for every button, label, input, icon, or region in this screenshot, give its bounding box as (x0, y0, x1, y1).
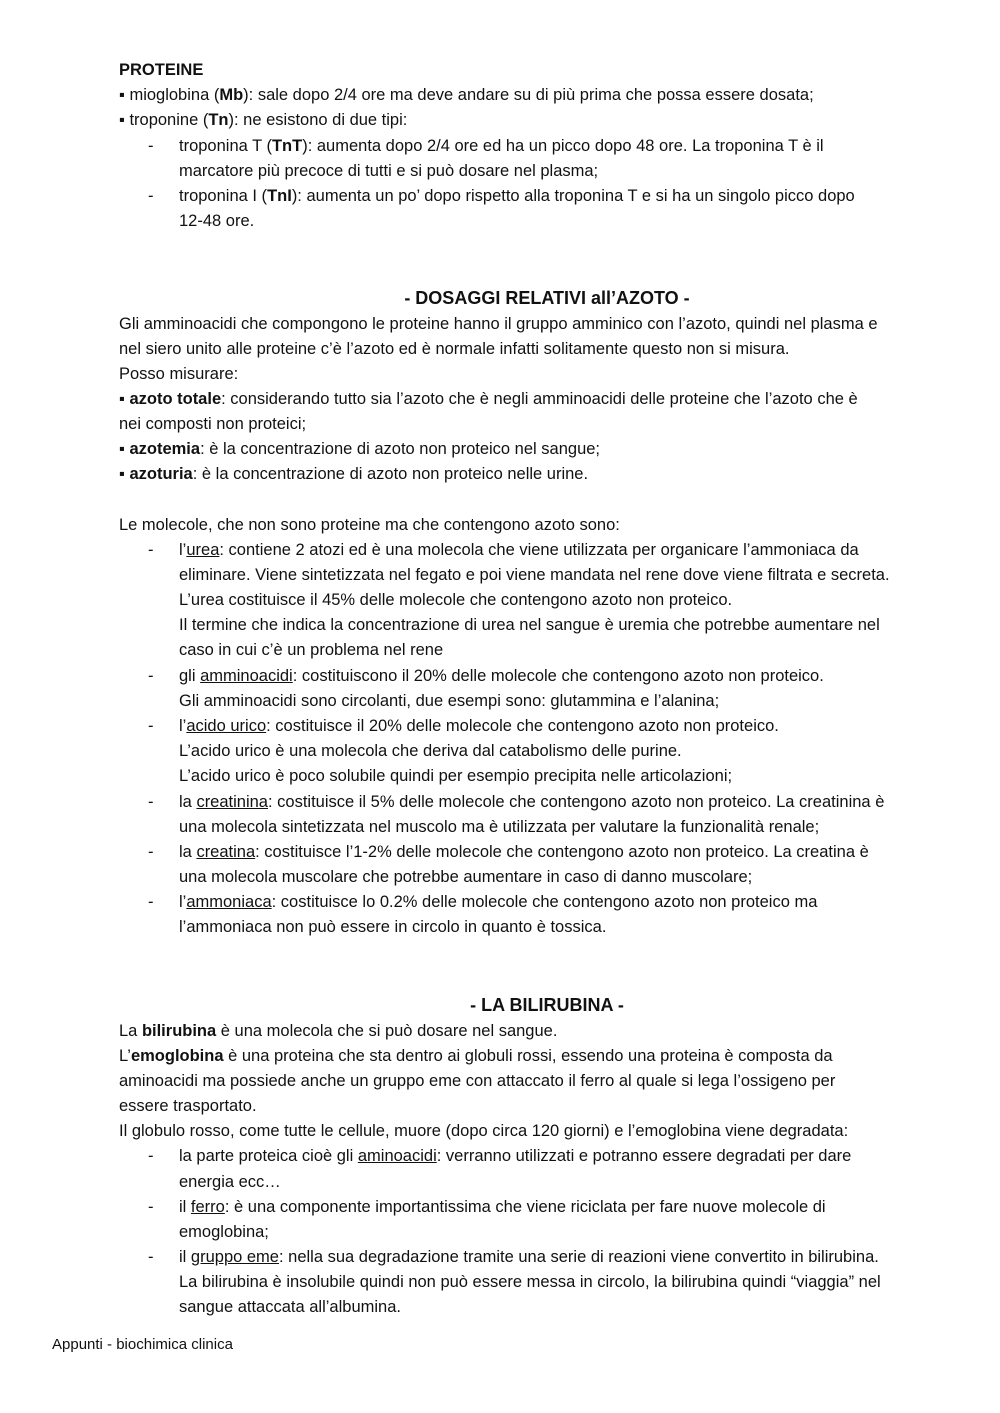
paragraph-line: L’emoglobina è una proteina che sta dentro ai globuli rossi, essendo una proteina è composta da (119, 1047, 833, 1065)
bullet-mioglobina: ▪ mioglobina (Mb): sale dopo 2/4 ore ma deve andare su di più prima che possa essere dosata; (119, 86, 814, 104)
list-item-amminoacidi: gli amminoacidi: costituiscono il 20% delle molecole che contengono azoto non proteico. (179, 667, 824, 685)
list-item-cont: L’acido urico è poco solubile quindi per esempio precipita nelle articolazioni; (179, 767, 733, 785)
list-item-cont: una molecola sintetizzata nel muscolo ma è utilizzata per valutare la funzionalità renale; (179, 818, 820, 836)
bullet-marker: ▪ (119, 390, 125, 408)
bullet-marker: ▪ (119, 465, 125, 483)
list-dash: - (148, 1248, 154, 1266)
bullet-marker: ▪ (119, 440, 125, 458)
list-dash: - (148, 793, 154, 811)
list-dash: - (148, 893, 154, 911)
list-item-cont: Gli amminoacidi sono circolanti, due esempi sono: glutammina e l’alanina; (179, 692, 720, 710)
list-dash: - (148, 1147, 154, 1165)
paragraph-line: Il globulo rosso, come tutte le cellule, muore (dopo circa 120 giorni) e l’emoglobina viene degradata: (119, 1122, 849, 1140)
list-dash: - (148, 187, 154, 205)
list-item-troponina-t: troponina T (TnT): aumenta dopo 2/4 ore ed ha un picco dopo 48 ore. La troponina T è il (179, 137, 824, 155)
list-item-creatinina: la creatinina: costituisce il 5% delle molecole che contengono azoto non proteico. La creatinina è (179, 793, 885, 811)
paragraph-line: essere trasportato. (119, 1097, 257, 1115)
list-item-cont: sangue attaccata all’albumina. (179, 1298, 401, 1316)
list-item-cont: l’ammoniaca non può essere in circolo in quanto è tossica. (179, 918, 607, 936)
list-dash: - (148, 843, 154, 861)
list-item-cont: caso in cui c’è un problema nel rene (179, 641, 444, 659)
bullet-marker: ▪ (119, 86, 125, 104)
paragraph-line: La bilirubina è una molecola che si può dosare nel sangue. (119, 1022, 558, 1040)
paragraph-line: Posso misurare: (119, 365, 239, 383)
paragraph-line: Le molecole, che non sono proteine ma che contengono azoto sono: (119, 516, 620, 534)
list-item-troponina-t-cont: marcatore più precoce di tutti e si può dosare nel plasma; (179, 162, 599, 180)
paragraph-line: Gli amminoacidi che compongono le proteine hanno il gruppo amminico con l’azoto, quindi nel plasma e (119, 315, 878, 333)
list-item-cont: emoglobina; (179, 1223, 269, 1241)
list-item-cont: energia ecc… (179, 1173, 281, 1191)
section-heading-proteine: PROTEINE (119, 61, 204, 79)
list-dash: - (148, 137, 154, 155)
bullet-azoturia: ▪ azoturia: è la concentrazione di azoto non proteico nelle urine. (119, 465, 589, 483)
list-item-gruppo-eme: il gruppo eme: nella sua degradazione tramite una serie di reazioni viene convertito in bilirubina. (179, 1248, 879, 1266)
list-item-cont: L’acido urico è una molecola che deriva dal catabolismo delle purine. (179, 742, 682, 760)
bullet-azoto-totale: ▪ azoto totale: considerando tutto sia l’azoto che è negli amminoacidi delle proteine che l’azoto che è (119, 390, 858, 408)
list-item-troponina-i: troponina I (TnI): aumenta un po’ dopo rispetto alla troponina T e si ha un singolo picco dopo (179, 187, 855, 205)
list-item-cont: una molecola muscolare che potrebbe aumentare in caso di danno muscolare; (179, 868, 753, 886)
bullet-azotemia: ▪ azotemia: è la concentrazione di azoto non proteico nel sangue; (119, 440, 601, 458)
section-heading-azoto: - DOSAGGI RELATIVI all’AZOTO - (404, 288, 690, 308)
list-dash: - (148, 1198, 154, 1216)
list-item-urea: l’urea: contiene 2 atozi ed è una molecola che viene utilizzata per organicare l’ammoniaca da (179, 541, 859, 559)
list-item-acido-urico: l’acido urico: costituisce il 20% delle molecole che contengono azoto non proteico. (179, 717, 779, 735)
section-heading-bilirubina: - LA BILIRUBINA - (470, 995, 624, 1015)
list-item-aminoacidi: la parte proteica cioè gli aminoacidi: verranno utilizzati e potranno essere degradati per dare (179, 1147, 852, 1165)
list-item-cont: Il termine che indica la concentrazione di urea nel sangue è uremia che potrebbe aumentare nel (179, 616, 880, 634)
bullet-troponine: ▪ troponine (Tn): ne esistono di due tipi: (119, 111, 408, 129)
list-item-cont: L’urea costituisce il 45% delle molecole che contengono azoto non proteico. (179, 591, 733, 609)
list-item-cont: eliminare. Viene sintetizzata nel fegato e poi viene mandata nel rene dove viene filtrata e secreta. (179, 566, 890, 584)
list-item-cont: La bilirubina è insolubile quindi non può essere messa in circolo, la bilirubina quindi “viaggia” nel (179, 1273, 881, 1291)
list-dash: - (148, 667, 154, 685)
paragraph-line: aminoacidi ma possiede anche un gruppo eme con attaccato il ferro al quale si lega l’ossigeno per (119, 1072, 836, 1090)
list-dash: - (148, 717, 154, 735)
paragraph-line: nel siero unito alle proteine c’è l’azoto ed è normale infatti solitamente questo non si misura. (119, 340, 790, 358)
list-item-ferro: il ferro: è una componente importantissima che viene riciclata per fare nuove molecole di (179, 1198, 826, 1216)
bullet-marker: ▪ (119, 111, 125, 129)
list-dash: - (148, 541, 154, 559)
bullet-azoto-totale-cont: nei composti non proteici; (119, 415, 307, 433)
list-item-creatina: la creatina: costituisce l’1-2% delle molecole che contengono azoto non proteico. La creatina è (179, 843, 869, 861)
list-item-troponina-i-cont: 12-48 ore. (179, 212, 255, 230)
page-footer: Appunti - biochimica clinica (52, 1336, 233, 1353)
list-item-ammoniaca: l’ammoniaca: costituisce lo 0.2% delle molecole che contengono azoto non proteico ma (179, 893, 818, 911)
